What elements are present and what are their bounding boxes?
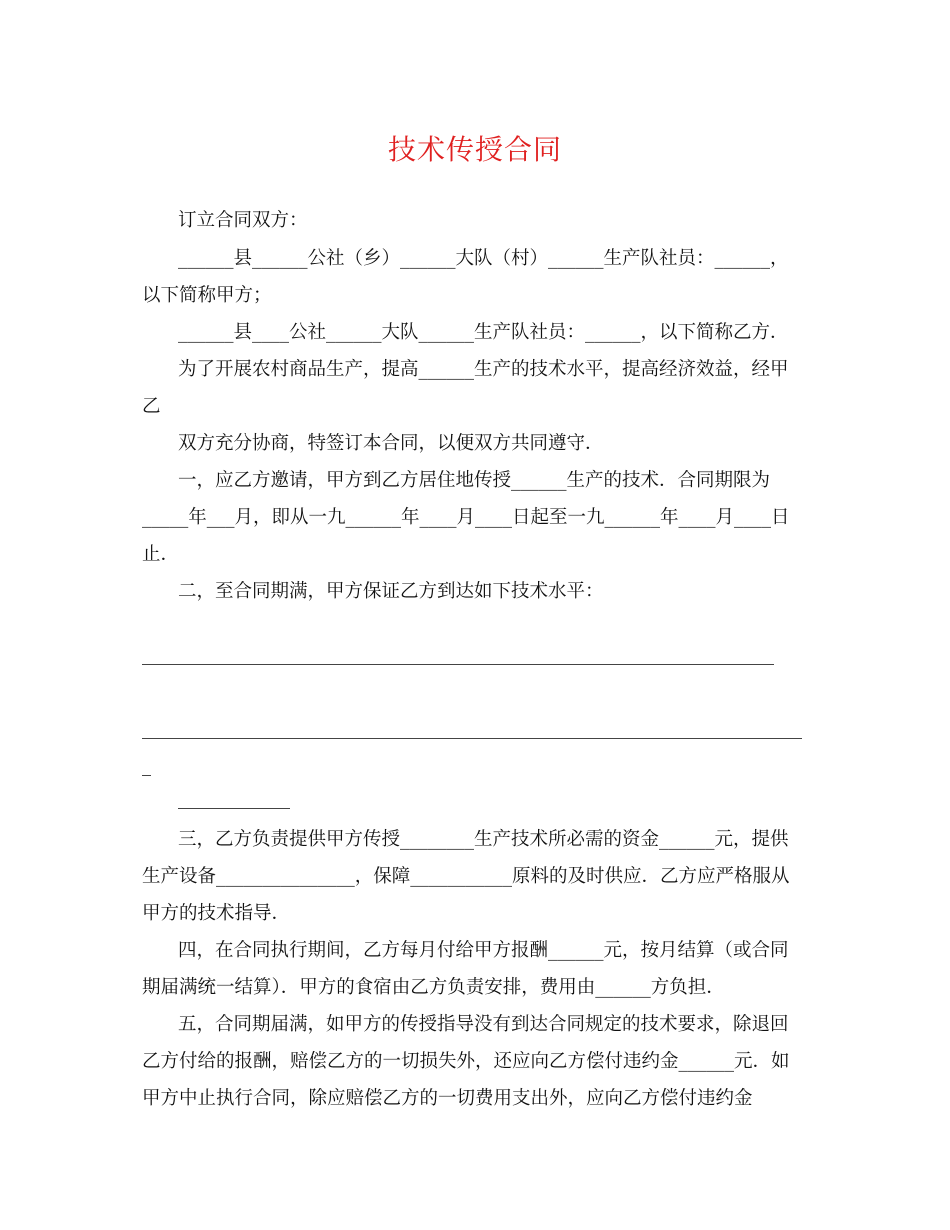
clause-1-line: 一，应乙方邀请，甲方到乙方居住地传授______生产的技术．合同期限为 [178, 470, 771, 491]
blank-fill-line-3 [142, 775, 151, 776]
clause-1-dates: _____年___月，即从一九______年____月____日起至一九______年____月____日 [142, 507, 790, 528]
clause-4-line: 四，在合同执行期间，乙方每月付给甲方报酬______元，按月结算（或合同 [178, 940, 789, 961]
clause-2-line: 二，至合同期满，甲方保证乙方到达如下技术水平： [178, 581, 604, 602]
clause-5-cont: 乙方付给的报酬，赔偿乙方的一切损失外，还应向乙方偿付违约金______元．如 [142, 1051, 790, 1072]
clause-3-line: 三，乙方负责提供甲方传授________生产技术所必需的资金______元，提供 [178, 829, 789, 850]
parties-heading: 订立合同双方： [178, 210, 308, 231]
party-a-line: ______县______公社（乡）______大队（村）______生产队社员：______， [178, 248, 789, 269]
blank-fill-line-2 [142, 738, 802, 739]
clause-3-cont: 生产设备_______________，保障___________原料的及时供应．乙方应严格服从 [142, 866, 790, 887]
clause-5-line: 五，合同期届满，如甲方的传授指导没有到达合同规定的技术要求，除退回 [178, 1014, 789, 1035]
clause-3-end: 甲方的技术指导． [142, 903, 291, 924]
blank-fill-line-4 [178, 808, 290, 809]
purpose-line-end: 双方充分协商，特签订本合同，以便双方共同遵守． [178, 433, 604, 454]
clause-1-end: 止． [142, 544, 180, 565]
party-b-line: ______县____公社______大队______生产队社员：______，以下简称乙方． [178, 322, 789, 343]
blank-fill-line-1 [142, 664, 774, 665]
purpose-line-cont: 乙 [142, 396, 161, 417]
clause-4-cont: 期届满统一结算）．甲方的食宿由乙方负责安排，费用由______方负担． [142, 977, 725, 998]
clause-5-end: 甲方中止执行合同，除应赔偿乙方的一切费用支出外，应向乙方偿付违约金 [142, 1088, 753, 1109]
party-a-line-cont: 以下简称甲方； [142, 285, 272, 306]
purpose-line: 为了开展农村商品生产，提高______生产的技术水平，提高经济效益，经甲 [178, 359, 789, 380]
contract-title: 技术传授合同 [387, 133, 562, 166]
